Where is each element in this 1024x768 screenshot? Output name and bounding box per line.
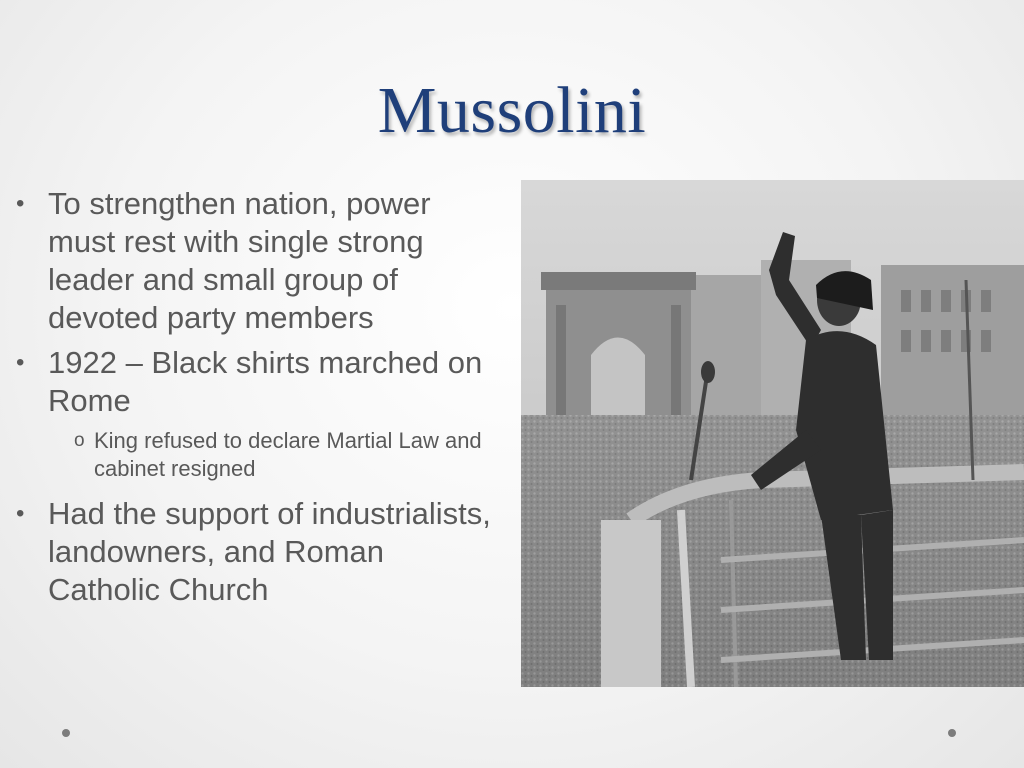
sub-bullet-text: King refused to declare Martial Law and cabinet resigned — [94, 428, 482, 481]
bullet-text: 1922 – Black shirts marched on Rome — [48, 345, 483, 418]
bullet-item — [14, 185, 504, 337]
decorative-dot-left — [62, 729, 70, 737]
slide-title: Mussolini — [377, 74, 647, 147]
bullet-list — [14, 185, 504, 616]
photograph-icon — [521, 180, 1024, 687]
decorative-dot-right — [948, 729, 956, 737]
bullet-marker: • — [16, 190, 25, 217]
bullet-marker: • — [16, 349, 25, 376]
bullet-marker: • — [16, 500, 25, 527]
sub-bullet-item — [14, 427, 504, 483]
bullet-item — [14, 495, 504, 609]
sub-bullet-marker: o — [74, 430, 85, 451]
bullet-text: Had the support of industrialists, landowners, and Roman Catholic Church — [48, 496, 491, 607]
bullet-text: To strengthen nation, power must rest with single strong leader and small group of devoted party members — [48, 186, 431, 335]
photograph-mussolini-balcony — [521, 180, 1024, 687]
bullet-item — [14, 344, 504, 420]
